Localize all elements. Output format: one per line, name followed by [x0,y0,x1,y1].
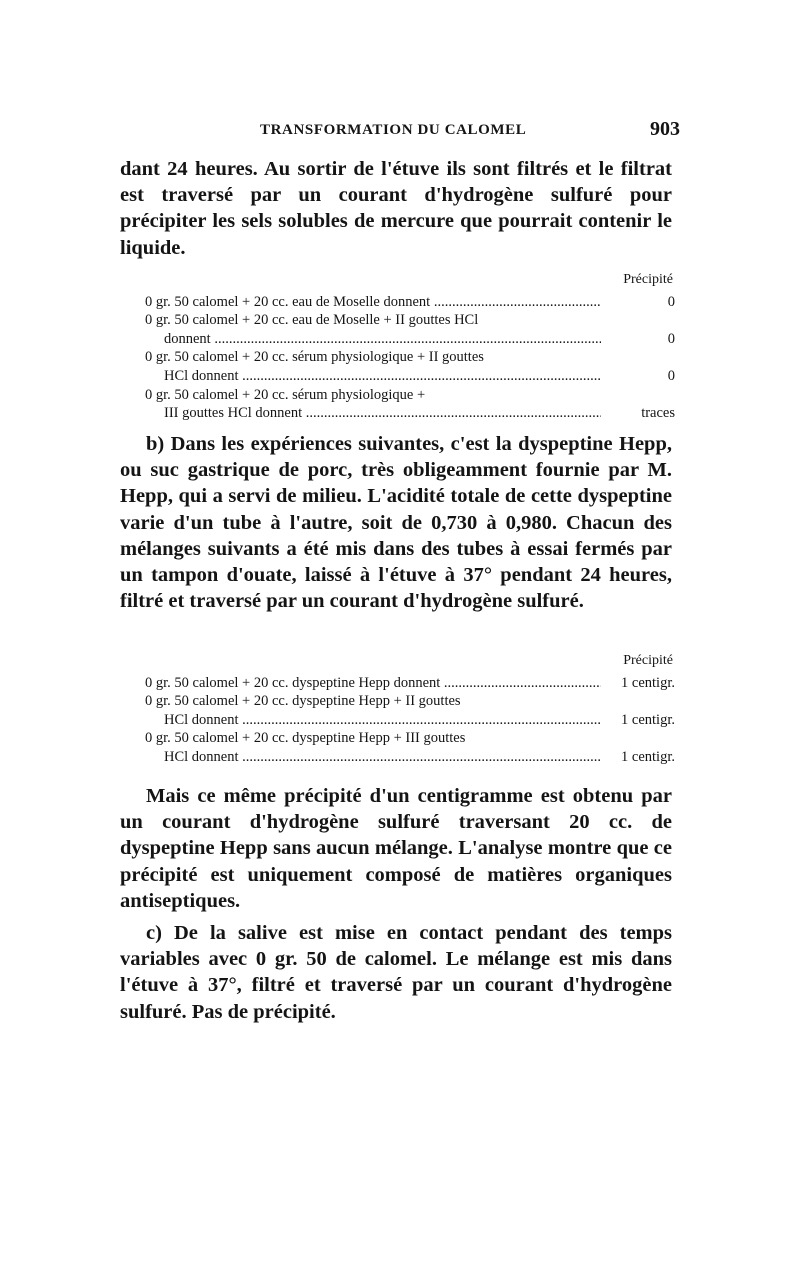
row-label-continuation: donnent ..... [145,330,601,349]
row-label: 0 gr. 50 calomel + 20 cc. sérum physiologique + [145,386,426,403]
row-label-continuation: HCl donnent ..... [145,711,601,730]
row-label: 0 gr. 50 calomel + 20 cc. eau de Moselle donnent ..... [145,293,601,312]
page-number: 903 [650,118,680,140]
table-row [145,311,675,348]
row-label: 0 gr. 50 calomel + 20 cc. dyspeptine Hepp + II gouttes [145,693,461,710]
paragraph-filtration: dant 24 heures. Au sortir de l'étuve ils sont filtrés et le filtrat est traversé par un courant d'hydrogène sulfuré pour précipiter les sels solubles de mercure que pourrait contenir le liquide. [120,158,672,259]
table-column-header: Précipité [623,272,673,287]
row-label: 0 gr. 50 calomel + 20 cc. dyspeptine Hepp + III gouttes [145,730,466,747]
table-row [145,674,675,693]
table-row [145,729,675,766]
paragraph-same-precipitate: Mais ce même précipité d'un centigramme est obtenu par un courant d'hydrogène sulfuré traversant 20 cc. de dyspeptine Hepp sans aucun mélange. L'analyse montre que ce précipité est uniquement composé de matières organiques antiseptiques. [120,785,672,912]
row-value: traces [641,405,675,422]
paragraph-dyspeptine: b) Dans les expériences suivantes, c'est la dyspeptine Hepp, ou suc gastrique de porc, très obligeamment fournie par M. Hepp, qui a servi de milieu. L'acidité totale de cette dyspeptine varie d'un tube à l'autre, soit de 0,730 à 0,980. Chacun des mélanges suivants a été mis dans des tubes à essai fermés par un tampon d'ouate, laissé à l'étuve à 37° pendant 24 heures, filtré et traversé par un courant d'hydrogène sulfuré. [120,433,672,613]
row-value: 1 centigr. [621,748,675,765]
row-label-continuation: HCl donnent ..... [145,748,601,767]
row-value: 0 [667,293,675,310]
table-row [145,386,675,423]
row-value: 0 [667,367,675,384]
row-value: 1 centigr. [621,674,675,691]
paragraph-salive: c) De la salive est mise en contact pendant des temps variables avec 0 gr. 50 de calomel. Le mélange est mis dans l'étuve à 37°, filtré et traversé par un courant d'hydrogène sulfuré. Pas de précipité. [120,922,672,1023]
table-dyspeptine [145,652,675,767]
table-row [145,293,675,312]
row-label: 0 gr. 50 calomel + 20 cc. eau de Moselle + II gouttes HCl [145,312,479,329]
row-label-continuation: III gouttes HCl donnent ..... [145,404,601,423]
table-moselle-serum [145,271,675,423]
row-value: 0 [667,330,675,347]
row-label: 0 gr. 50 calomel + 20 cc. dyspeptine Hepp donnent ..... [145,674,601,693]
running-title: TRANSFORMATION DU CALOMEL [260,122,527,138]
page-header [120,118,680,146]
row-value: 1 centigr. [621,711,675,728]
row-label: 0 gr. 50 calomel + 20 cc. sérum physiologique + II gouttes [145,349,484,366]
table-row [145,692,675,729]
row-label-continuation: HCl donnent ..... [145,367,601,386]
table-row [145,348,675,385]
table-column-header: Précipité [623,653,673,668]
